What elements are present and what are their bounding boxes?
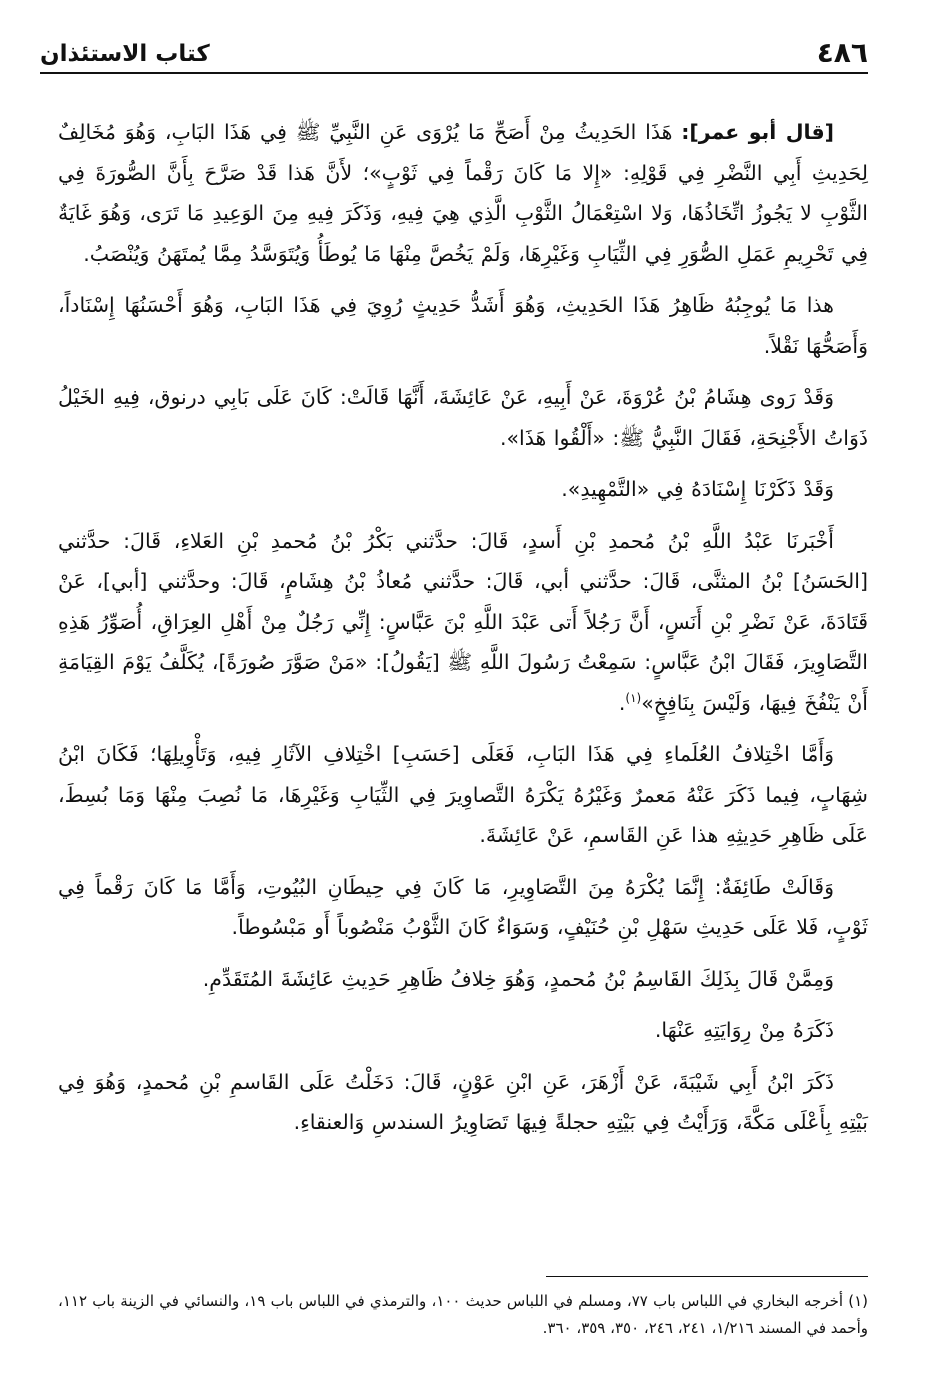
footnote: (١) أخرجه البخاري في اللباس باب ٧٧، ومسلم في اللباس حديث ١٠٠، والترمذي في اللباس باب ١٩، والنسائي في الزينة باب ١١٢، وأحمد في المسند ١/٢١٦، ٢٤١، ٢٤٦، ٣٥٠، ٣٥٩، ٣٦٠. xyxy=(58,1292,869,1337)
paragraph-1 xyxy=(58,112,868,274)
paragraph-text: هَذَا الحَدِيثُ مِنْ أَصَحِّ مَا يُرْوَى عَنِ النَّبِيِّ ﷺ فِي هَذَا البَابِ، وَهُوَ مُخَالِفٌ لِحَدِيثِ أَبِي النَّضْرِ فِي قَوْلِهِ: «إِلا مَا كَانَ رَقْماً فِي ثَوْبٍ»؛ لأَنَّ هَذا قَدْ صَرَّحَ بِأَنَّ الصُّورَةَ فِي الثَّوْبِ لا يَجُوزُ اتِّخَاذُهَا، وَلا اسْتِعْمَالُ الثَّوْبِ الَّذِي هِيَ فِيهِ، وَذَكَرَ فِيهِ مِنَ الوَعِيدِ مَا تَرَى، وَهُوَ غَايَةٌ فِي تَحْرِيمِ عَمَلِ الصُّوَرِ فِي الثِّيَابِ وَغَيْرِهَا، وَلَمْ يَخُصَّ مِنْهَا مَا يُوطَأُ وَيُتَوَسَّدُ مِمَّا يُمتَهَنُ وَيُنْصَبُ. xyxy=(58,120,868,266)
paragraph-text: هذا مَا يُوجِبُهُ ظَاهِرُ هَذَا الحَدِيثِ، وَهُوَ أَشَدُّ حَدِيثٍ رُوِيَ فِي هَذَا البَابِ، وَهُوَ أَحْسَنُهَا إِسْنَاداً، وَأَصَحُّهَا نَقْلاً. xyxy=(58,293,868,358)
paragraph-text: ذَكَرَهُ مِنْ رِوَايَتِهِ عَنْهَا. xyxy=(654,1018,834,1042)
page-number: ٤٨٦ xyxy=(816,36,868,69)
paragraph-8 xyxy=(58,959,868,1000)
paragraph-text: وَقَدْ رَوى هِشَامُ بْنُ عُرْوَةَ، عَنْ أَبِيهِ، عَنْ عَائِشَةَ، أَنَّهَا قَالَتْ: كَانَ عَلَى بَابِي درنوق، فِيهِ الخَيْلُ ذَوَاتُ الأَجْنِحَةِ، فَقَالَ النَّبِيُّ ﷺ: «أَلْقُوا هَذَا». xyxy=(58,385,868,450)
paragraph-6 xyxy=(58,734,868,856)
footnote-rule xyxy=(546,1276,868,1277)
paragraph-4 xyxy=(58,469,868,510)
paragraph-text: وَقَالَتْ طَائِفَةٌ: إِنَّمَا يُكْرَهُ مِنَ التَّصَاوِيرِ، مَا كَانَ فِي حِيطَانِ البُيُوتِ، وَأَمَّا مَا كَانَ رَقْماً فِي ثَوْبٍ، فَلا عَلَى حَدِيثِ سَهْلِ بْنِ حُنَيْفٍ، وَسَوَاءٌ كَانَ الثَّوْبُ مَنْصُوباً أَو مَبْسُوطاً. xyxy=(58,874,868,939)
paragraph-text: وَمِمَّنْ قَالَ بِذَلِكَ القَاسِمُ بْنُ مُحمدٍ، وَهُوَ خِلافُ ظَاهِرِ حَدِيثِ عَائِشَةَ المُتَقَدِّمِ. xyxy=(202,966,834,991)
paragraph-end: . xyxy=(618,690,626,715)
header-rule xyxy=(40,72,868,74)
paragraph-3 xyxy=(58,377,868,458)
paragraph-9 xyxy=(58,1010,868,1051)
paragraph-text: ذَكَرَ ابْنُ أَبِي شَيْبَةَ، عَنْ أَزْهَرَ، عَنِ ابْنِ عَوْنٍ، قَالَ: دَخَلْتُ عَلَى القَاسمِ بْنِ مُحمدٍ، وَهُوَ فِي بَيْتِهِ بِأَعْلَى مَكَّةَ، وَرَأَيْتُ فِي بَيْتِهِ حجلةً فِيهَا تَصَاوِيرُ السندسِ وَالعنقاءِ. xyxy=(58,1069,868,1134)
footnote-reference: (١) xyxy=(625,690,642,705)
paragraph-7 xyxy=(58,867,868,948)
speaker-label: [قال أبو عمر]: xyxy=(681,120,834,144)
page-header xyxy=(40,36,868,74)
paragraph-text: أَخْبَرنَا عَبْدُ اللَّهِ بْنُ مُحمدِ بْنِ أَسدٍ، قَالَ: حدَّثني بَكْرُ بْنُ مُحمدِ بْنِ العَلاءِ، قَالَ: حدَّثني [الحَسَنُ] بْنُ المثنَّى، قَالَ: حدَّثني أبي، قَالَ: حدَّثني مُعاذُ بْنُ هِشَامٍ، قَالَ: وحدَّثني [أبي]، عَنْ قَتَادَةَ، عَنْ نَضْرِ بْنِ أَنَسٍ، أَنَّ رَجُلاً أَتى عَبْدَ اللَّهِ بْنَ عَبَّاسٍ: إِنِّي رَجُلٌ مِنْ أَهْلِ العِرَاقِ، أُصَوِّرُ هَذِهِ التَّصَاوِيرَ، فَقَالَ ابْنُ عَبَّاسٍ: سَمِعْتُ رَسُولَ اللَّهِ ﷺ [يَقُولُ]: «مَنْ صَوَّرَ صُورَةً]، يُكَلَّفُ يَوْمَ القِيَامَةِ أَنْ يَنْفُخَ فِيهَا، وَلَيْسَ بِنَافِخٍ» xyxy=(58,528,868,715)
paragraph-text: وَأَمَّا اخْتِلافُ العُلَماءِ فِي هَذَا البَابِ، فَعَلَى [حَسَبِ] اخْتِلافِ الآثَارِ فِيهِ، وَتَأْوِيلِهَا؛ فَكَانَ ابْنُ شِهَابٍ، فِيما ذَكَرَ عَنْهُ مَعمرٌ وَغَيْرُهُ يَكْرَهُ التَّصاوِيرَ فِي الثِّيَابِ وَغَيْرِهَا، مَا نُصِبَ مِنْهَا وَمَا بُسِطَ، عَلَى ظَاهِرِ حَدِيثِهِ هذا عَنِ القَاسمِ، عَنْ عَائِشَةَ. xyxy=(58,742,868,847)
running-title: كتاب الاستئذان xyxy=(40,41,210,67)
paragraph-text: وَقَدْ ذَكَرْنَا إِسْنَادَهُ فِي «التَّمْهِيدِ». xyxy=(561,477,834,501)
main-text xyxy=(58,112,868,1154)
paragraph-10 xyxy=(58,1062,868,1143)
paragraph-2 xyxy=(58,285,868,366)
paragraph-5 xyxy=(58,521,868,724)
